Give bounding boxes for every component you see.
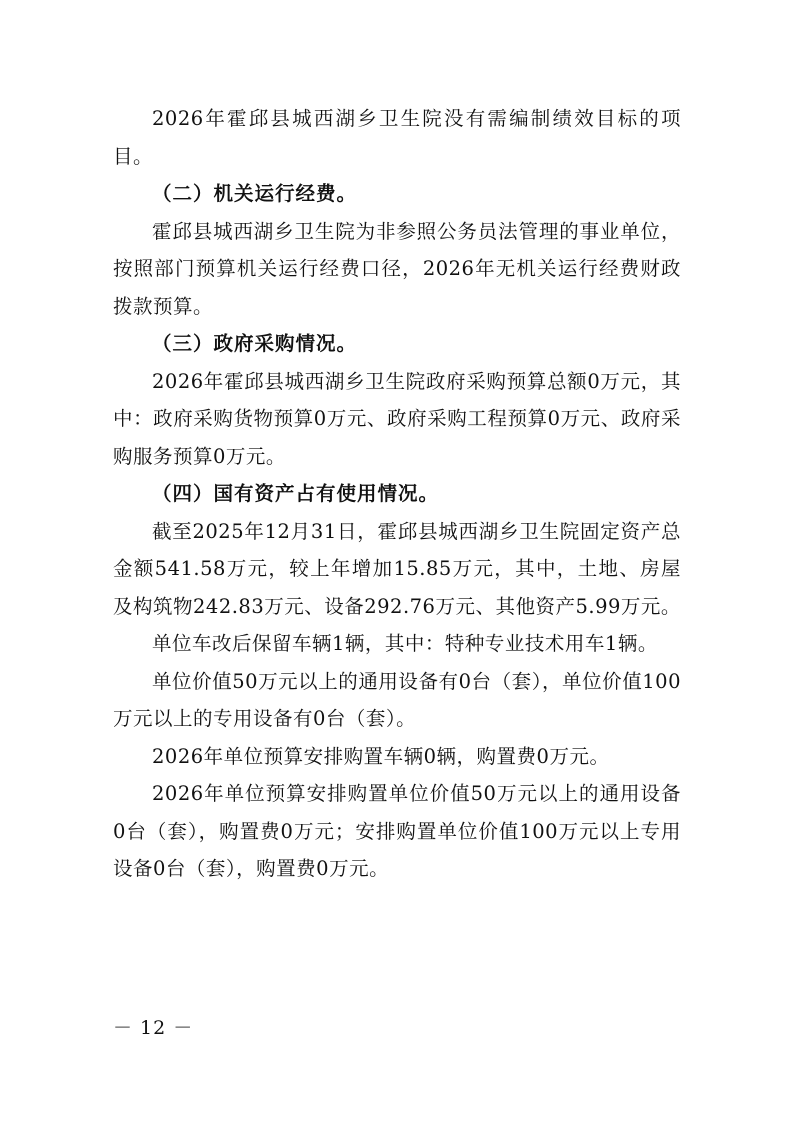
paragraph-equipment-purchase: 2026年单位预算安排购置单位价值50万元以上的通用设备0台（套），购置费0万元；安排购置单位价值100万元以上专用设备0台（套），购置费0万元。 <box>113 782 681 880</box>
paragraph-fixed-assets: 截至2025年12月31日，霍邱县城西湖乡卫生院固定资产总金额541.58万元，较上年增加15.85万元，其中，土地、房屋及构筑物242.83万元、设备292.76万元、其他资产5.99万元。 <box>113 519 681 618</box>
paragraph-vehicle-purchase: 2026年单位预算安排购置车辆0辆，购置费0万元。 <box>152 744 610 768</box>
paragraph-no-performance-targets: 2026年霍邱县城西湖乡卫生院没有需编制绩效目标的项目。 <box>113 107 681 168</box>
paragraph-vehicles: 单位车改后保留车辆1辆，其中：特种专业技术用车1辆。 <box>152 632 658 655</box>
section-heading-state-assets: （四）国有资产占有使用情况。 <box>152 482 440 505</box>
document-body <box>113 100 681 888</box>
paragraph-operating-expenses: 霍邱县城西湖乡卫生院为非参照公务员法管理的事业单位，按照部门预算机关运行经费口径，2026年无机关运行经费财政拨款预算。 <box>113 219 681 318</box>
paragraph-government-procurement: 2026年霍邱县城西湖乡卫生院政府采购预算总额0万元，其中：政府采购货物预算0万元、政府采购工程预算0万元、政府采购服务预算0万元。 <box>113 369 681 468</box>
paragraph-equipment: 单位价值50万元以上的通用设备有0台（套），单位价值100万元以上的专用设备有0台（套）。 <box>113 669 681 730</box>
page-number: － 12 － <box>113 1017 194 1039</box>
section-heading-government-procurement: （三）政府采购情况。 <box>152 332 358 355</box>
section-heading-operating-expenses: （二）机关运行经费。 <box>152 182 358 205</box>
